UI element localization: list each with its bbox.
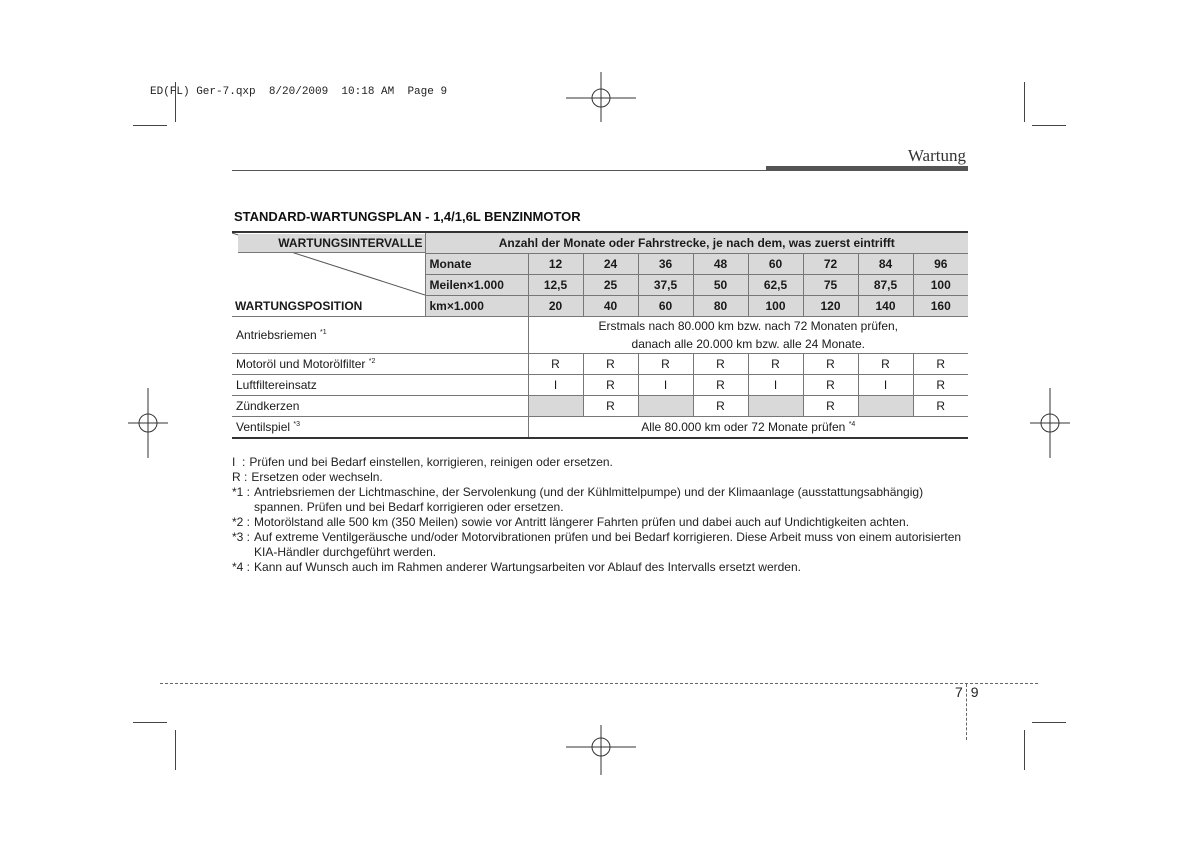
table-cell: 84 bbox=[858, 254, 913, 275]
table-cell: 75 bbox=[803, 275, 858, 296]
item-name: Luftfiltereinsatz bbox=[232, 375, 528, 396]
table-cell: R bbox=[913, 396, 968, 417]
header-bar bbox=[766, 166, 968, 171]
crop-mark bbox=[1032, 125, 1066, 126]
table-row bbox=[232, 317, 968, 354]
crop-mark bbox=[1032, 722, 1066, 723]
footnote: *2 : Motorölstand alle 500 km (350 Meilen) sowie vor Antritt längerer Fahrten prüfen und dabei auch auf Undichtigkeiten achten. bbox=[232, 515, 910, 529]
crop-mark bbox=[133, 125, 167, 126]
table-cell: 24 bbox=[583, 254, 638, 275]
item-name: Antriebsriemen $^{*1}$ bbox=[232, 317, 528, 354]
table-cell: 25 bbox=[583, 275, 638, 296]
table-cell: 60 bbox=[638, 296, 693, 317]
table-cell: 96 bbox=[913, 254, 968, 275]
table-cell: 80 bbox=[693, 296, 748, 317]
table-cell: R bbox=[858, 354, 913, 375]
page-number: 7 9 bbox=[955, 684, 979, 700]
table-cell: 48 bbox=[693, 254, 748, 275]
row-label: Meilen×1.000 bbox=[425, 275, 528, 296]
table-cell: I bbox=[858, 375, 913, 396]
item-note: Erstmals nach 80.000 km bzw. nach 72 Monaten prüfen, danach alle 20.000 km bzw. alle 24 Monate. bbox=[528, 317, 968, 354]
registration-mark-icon bbox=[128, 388, 168, 458]
table-cell: R bbox=[913, 375, 968, 396]
table-row bbox=[232, 375, 968, 396]
footnote: *1 : Antriebsriemen der Lichtmaschine, der Servolenkung (und der Kühlmittelpumpe) und der Klimaanlage (ausstattungsabhängig) spannen. Prüfen und bei Bedarf korrigieren oder ersetzen. bbox=[232, 485, 924, 514]
row-label: km×1.000 bbox=[425, 296, 528, 317]
table-cell: 100 bbox=[913, 275, 968, 296]
footnote: *4 : Kann auf Wunsch auch im Rahmen anderer Wartungsarbeiten vor Ablauf des Intervalls ersetzt werden. bbox=[232, 560, 801, 574]
table-cell: 40 bbox=[583, 296, 638, 317]
item-name: Motoröl und Motorölfilter $^{*2}$ bbox=[232, 354, 528, 375]
table-cell: 140 bbox=[858, 296, 913, 317]
footer-rule bbox=[160, 683, 1038, 684]
table-row bbox=[232, 417, 968, 439]
table-cell: 62,5 bbox=[748, 275, 803, 296]
table-cell: R bbox=[803, 396, 858, 417]
table-cell bbox=[638, 396, 693, 417]
table-cell: I bbox=[638, 375, 693, 396]
table-cell: 12 bbox=[528, 254, 583, 275]
corner-bottom-label: WARTUNGSPOSITION bbox=[235, 299, 363, 313]
table-cell: R bbox=[913, 354, 968, 375]
table-row bbox=[232, 354, 968, 375]
registration-mark-icon bbox=[566, 72, 636, 122]
table-cell: 160 bbox=[913, 296, 968, 317]
footnote: I : Prüfen und bei Bedarf einstellen, korrigieren, reinigen oder ersetzen. bbox=[232, 455, 613, 469]
table-cell: 87,5 bbox=[858, 275, 913, 296]
table-cell bbox=[858, 396, 913, 417]
table-cell: R bbox=[693, 354, 748, 375]
item-name: Zündkerzen bbox=[232, 396, 528, 417]
table-cell: 50 bbox=[693, 275, 748, 296]
section-title: STANDARD-WARTUNGSPLAN - 1,4/1,6L BENZINMOTOR bbox=[234, 209, 581, 224]
print-slug: ED(FL) Ger-7.qxp 8/20/2009 10:18 AM Page 9 bbox=[150, 86, 448, 98]
table-cell: R bbox=[583, 354, 638, 375]
table-cell: R bbox=[803, 354, 858, 375]
table-cell: R bbox=[638, 354, 693, 375]
table-cell: 72 bbox=[803, 254, 858, 275]
table-cell: R bbox=[693, 375, 748, 396]
table-cell: R bbox=[748, 354, 803, 375]
table-cell: 60 bbox=[748, 254, 803, 275]
table-cell bbox=[528, 396, 583, 417]
table-cell: 37,5 bbox=[638, 275, 693, 296]
table-cell bbox=[748, 396, 803, 417]
span-header: Anzahl der Monate oder Fahrstrecke, je nach dem, was zuerst eintrifft bbox=[425, 232, 968, 254]
table-corner-cell bbox=[232, 232, 425, 317]
table-cell: R bbox=[803, 375, 858, 396]
corner-top-label: WARTUNGSINTERVALLE bbox=[238, 234, 424, 253]
table-cell: 100 bbox=[748, 296, 803, 317]
header-rule bbox=[232, 170, 766, 171]
page-header-title: Wartung bbox=[907, 146, 966, 165]
row-label: Monate bbox=[425, 254, 528, 275]
registration-mark-icon bbox=[1030, 388, 1070, 458]
table-cell: I bbox=[748, 375, 803, 396]
footnote: R : Ersetzen oder wechseln. bbox=[232, 470, 383, 484]
item-note: Alle 80.000 km oder 72 Monate prüfen $^{*4}$ bbox=[528, 417, 968, 439]
table-cell: R bbox=[528, 354, 583, 375]
registration-mark-icon bbox=[566, 725, 636, 775]
crop-mark bbox=[1024, 730, 1025, 770]
item-name: Ventilspiel $^{*3}$ bbox=[232, 417, 528, 439]
table-cell: R bbox=[583, 375, 638, 396]
table-cell: 36 bbox=[638, 254, 693, 275]
table-cell: R bbox=[583, 396, 638, 417]
table-cell: 20 bbox=[528, 296, 583, 317]
crop-mark bbox=[175, 730, 176, 770]
table-cell: I bbox=[528, 375, 583, 396]
crop-mark bbox=[133, 722, 167, 723]
table-cell: R bbox=[693, 396, 748, 417]
table-cell: 12,5 bbox=[528, 275, 583, 296]
footnote: *3 : Auf extreme Ventilgeräusche und/oder Motorvibrationen prüfen und bei Bedarf korrigieren. Diese Arbeit muss von einem autorisierten KIA-Händler durchgeführt werden. bbox=[232, 530, 962, 559]
footnotes bbox=[232, 455, 972, 575]
table-cell: 120 bbox=[803, 296, 858, 317]
crop-mark bbox=[1024, 82, 1025, 122]
maintenance-table bbox=[232, 231, 968, 439]
table-row bbox=[232, 396, 968, 417]
